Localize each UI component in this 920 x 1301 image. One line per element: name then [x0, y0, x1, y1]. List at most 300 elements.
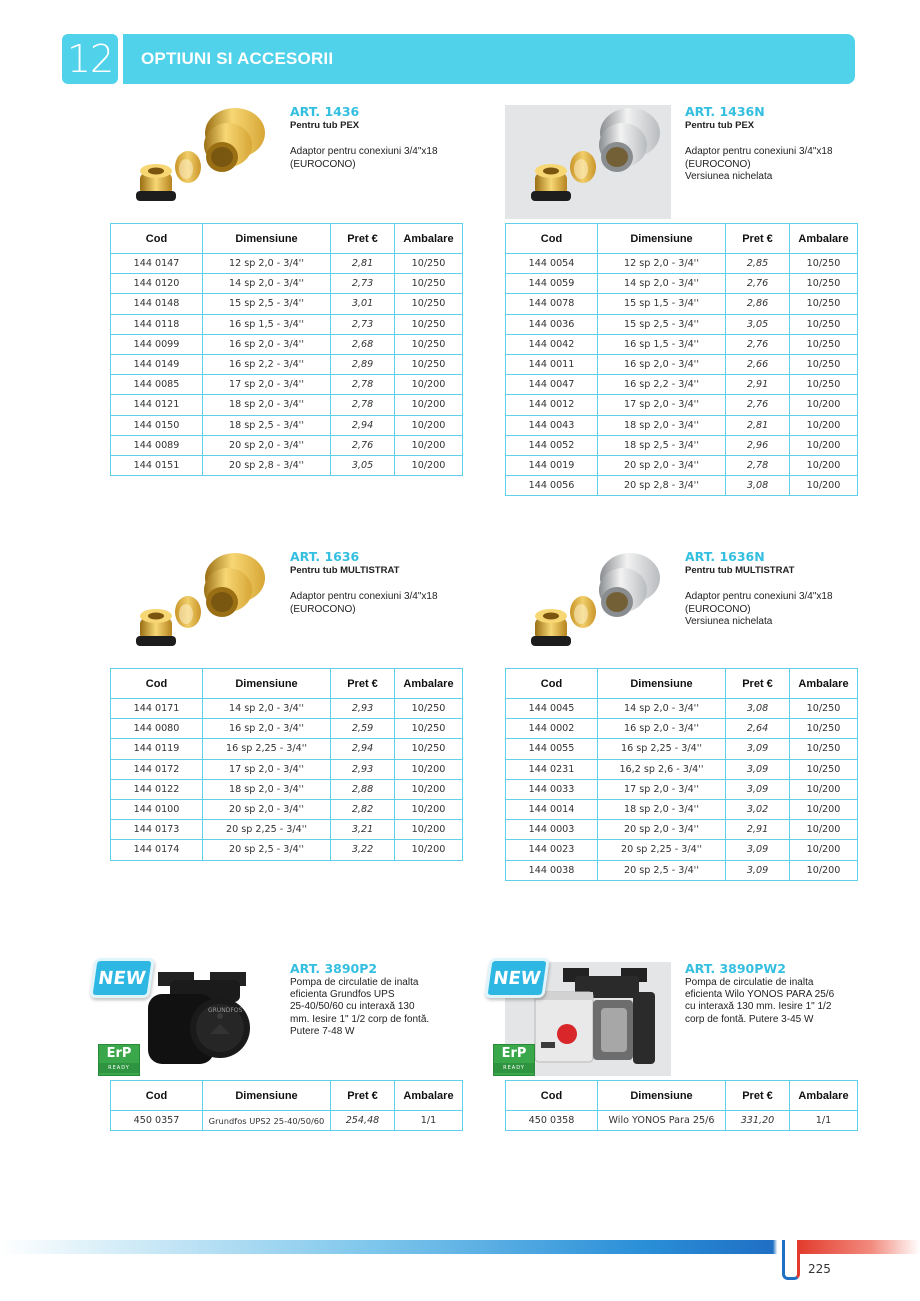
table-row: [506, 860, 858, 880]
table-cell: 10/250: [395, 354, 463, 374]
a1436n-info: [685, 105, 865, 184]
erp-ready-label: READY: [99, 1063, 139, 1073]
table-row: [506, 1111, 858, 1131]
table-cell: 2,76: [726, 395, 790, 415]
table-cell: 2,82: [331, 799, 395, 819]
table-cell: 144 0172: [111, 759, 203, 779]
table-cell: 144 0120: [111, 274, 203, 294]
table-row: [506, 375, 858, 395]
description-line: (EUROCONO): [290, 603, 356, 615]
table-cell: 144 0052: [506, 435, 598, 455]
description-line: 25-40/50/60 cu interaxă 130: [290, 1001, 415, 1013]
a1636n-product-image: [505, 550, 671, 664]
a1636-price-table: [110, 668, 463, 861]
table-cell: 10/250: [790, 719, 858, 739]
table-cell: 2,88: [331, 779, 395, 799]
table-cell: 2,93: [331, 759, 395, 779]
table-cell: 10/250: [790, 294, 858, 314]
table-cell: 1/1: [790, 1111, 858, 1131]
article-description: [290, 977, 470, 1038]
column-header: Cod: [506, 1081, 598, 1111]
table-header-row: [111, 1081, 463, 1111]
table-cell: 18 sp 2,0 - 3/4'': [203, 395, 331, 415]
a1436-info: [290, 105, 470, 171]
table-cell: 144 0151: [111, 455, 203, 475]
description-line: Pompa de circulatie de inalta: [685, 977, 814, 988]
table-cell: 144 0036: [506, 314, 598, 334]
a1636n-info: [685, 550, 865, 629]
table-row: [506, 699, 858, 719]
table-cell: 10/250: [790, 759, 858, 779]
description-line: mm. Iesire 1" 1/2 corp de fontă.: [290, 1013, 430, 1025]
description-line: eficienta Grundfos UPS: [290, 989, 395, 1001]
article-number: ART. 3890P2: [290, 961, 378, 976]
table-cell: 144 0148: [111, 294, 203, 314]
column-header: Dimensiune: [598, 669, 726, 699]
table-cell: 144 0055: [506, 739, 598, 759]
table-cell: 20 sp 2,8 - 3/4'': [598, 476, 726, 496]
column-header: Ambalare: [790, 1081, 858, 1111]
table-header-row: [506, 1081, 858, 1111]
table-cell: 10/250: [395, 334, 463, 354]
a1636-product-image: [110, 550, 276, 664]
table-cell: 15 sp 1,5 - 3/4'': [598, 294, 726, 314]
table-cell: 144 0149: [111, 354, 203, 374]
table-cell: 10/250: [790, 375, 858, 395]
erp-label: ErP: [106, 1046, 132, 1061]
column-header: Cod: [506, 669, 598, 699]
table-cell: 144 0045: [506, 699, 598, 719]
table-cell: 20 sp 2,0 - 3/4'': [203, 435, 331, 455]
table-cell: 144 0122: [111, 779, 203, 799]
table-cell: 254,48: [331, 1111, 395, 1131]
table-cell: Grundfos UPS2 25-40/50/60: [203, 1111, 331, 1131]
table-cell: 10/200: [395, 779, 463, 799]
table-row: [506, 739, 858, 759]
article-number: ART. 3890PW2: [685, 961, 786, 976]
table-cell: 144 0147: [111, 254, 203, 274]
table-cell: 2,76: [726, 334, 790, 354]
table-row: [111, 455, 463, 475]
table-cell: 10/250: [395, 314, 463, 334]
table-cell: 3,08: [726, 699, 790, 719]
page-title: OPTIUNI SI ACCESORII: [141, 49, 334, 68]
table-cell: 2,76: [726, 274, 790, 294]
table-row: [111, 294, 463, 314]
table-cell: 144 0033: [506, 779, 598, 799]
table-cell: 10/250: [395, 294, 463, 314]
table-row: [111, 739, 463, 759]
table-cell: 3,09: [726, 840, 790, 860]
table-cell: 10/200: [790, 779, 858, 799]
table-cell: 10/200: [790, 860, 858, 880]
article-subtitle: Pentru tub PEX: [685, 120, 755, 131]
article-number: ART. 1436: [290, 104, 360, 119]
table-cell: 10/200: [395, 759, 463, 779]
table-cell: 16 sp 1,5 - 3/4'': [203, 314, 331, 334]
table-cell: 144 0119: [111, 739, 203, 759]
table-cell: 3,09: [726, 759, 790, 779]
a1636n-price-table: [505, 668, 858, 881]
table-cell: 16 sp 2,0 - 3/4'': [598, 719, 726, 739]
table-cell: 144 0038: [506, 860, 598, 880]
table-cell: 2,73: [331, 274, 395, 294]
table-cell: 2,81: [331, 254, 395, 274]
article-subtitle: Pentru tub MULTISTRAT: [685, 565, 795, 576]
table-cell: 10/200: [395, 435, 463, 455]
article-description: [685, 146, 865, 184]
table-cell: 2,73: [331, 314, 395, 334]
table-cell: 450 0357: [111, 1111, 203, 1131]
table-cell: 144 0011: [506, 354, 598, 374]
description-line: Versiunea nichelata: [685, 616, 773, 627]
table-cell: 144 0118: [111, 314, 203, 334]
table-cell: 10/200: [395, 415, 463, 435]
table-row: [111, 254, 463, 274]
table-row: [506, 254, 858, 274]
description-line: Adaptor pentru conexiuni 3/4"x18: [290, 146, 438, 157]
column-header: Dimensiune: [203, 669, 331, 699]
column-header: Cod: [111, 669, 203, 699]
a1636-info: [290, 550, 470, 616]
table-row: [506, 719, 858, 739]
table-row: [111, 759, 463, 779]
table-cell: 331,20: [726, 1111, 790, 1131]
table-cell: 20 sp 2,25 - 3/4'': [598, 840, 726, 860]
description-line: corp de fontă. Putere 3-45 W: [685, 1013, 814, 1025]
table-cell: 10/200: [395, 375, 463, 395]
table-cell: 18 sp 2,0 - 3/4'': [598, 799, 726, 819]
table-cell: 2,66: [726, 354, 790, 374]
table-row: [111, 314, 463, 334]
table-cell: 3,09: [726, 739, 790, 759]
table-row: [506, 274, 858, 294]
table-cell: 10/200: [790, 455, 858, 475]
table-header-row: [111, 224, 463, 254]
table-cell: 10/200: [790, 395, 858, 415]
table-row: [506, 476, 858, 496]
table-cell: 3,09: [726, 860, 790, 880]
table-cell: 12 sp 2,0 - 3/4'': [598, 254, 726, 274]
table-cell: 10/200: [790, 799, 858, 819]
column-header: Ambalare: [790, 669, 858, 699]
description-line: (EUROCONO): [685, 158, 751, 170]
table-row: [506, 455, 858, 475]
table-row: [506, 334, 858, 354]
table-cell: 10/200: [790, 820, 858, 840]
article-description: [290, 591, 470, 616]
table-row: [111, 354, 463, 374]
description-line: Adaptor pentru conexiuni 3/4"x18: [685, 591, 833, 602]
table-cell: 12 sp 2,0 - 3/4'': [203, 254, 331, 274]
column-header: Ambalare: [395, 224, 463, 254]
table-cell: 18 sp 2,5 - 3/4'': [598, 435, 726, 455]
table-cell: 10/250: [790, 354, 858, 374]
column-header: Pret €: [331, 224, 395, 254]
table-cell: 10/250: [395, 739, 463, 759]
table-cell: 3,05: [726, 314, 790, 334]
table-cell: 2,91: [726, 820, 790, 840]
table-cell: 2,89: [331, 354, 395, 374]
table-cell: 2,59: [331, 719, 395, 739]
table-cell: 2,78: [331, 375, 395, 395]
table-cell: 10/250: [790, 314, 858, 334]
table-cell: 144 0042: [506, 334, 598, 354]
description-line: Pompa de circulatie de inalta: [290, 977, 419, 988]
column-header: Dimensiune: [598, 1081, 726, 1111]
table-cell: 20 sp 2,0 - 3/4'': [598, 820, 726, 840]
description-line: cu interaxă 130 mm. Iesire 1" 1/2: [685, 1001, 832, 1013]
table-cell: 17 sp 2,0 - 3/4'': [203, 375, 331, 395]
table-cell: 3,05: [331, 455, 395, 475]
table-cell: 10/250: [790, 739, 858, 759]
chapter-number: 12: [62, 34, 118, 84]
footer-pipe-graphic: [782, 1240, 800, 1280]
table-cell: Wilo YONOS Para 25/6: [598, 1111, 726, 1131]
table-cell: 3,22: [331, 840, 395, 860]
article-number: ART. 1436N: [685, 104, 765, 119]
table-row: [111, 395, 463, 415]
table-cell: 144 0012: [506, 395, 598, 415]
table-cell: 144 0059: [506, 274, 598, 294]
table-cell: 10/200: [790, 435, 858, 455]
a1436n-product-image: [505, 105, 671, 219]
column-header: Pret €: [331, 1081, 395, 1111]
table-cell: 2,81: [726, 415, 790, 435]
table-row: [111, 820, 463, 840]
table-cell: 16 sp 2,0 - 3/4'': [203, 719, 331, 739]
table-cell: 2,96: [726, 435, 790, 455]
new-badge: NEW: [89, 958, 155, 998]
table-cell: 144 0043: [506, 415, 598, 435]
table-cell: 20 sp 2,0 - 3/4'': [203, 799, 331, 819]
table-cell: 17 sp 2,0 - 3/4'': [598, 779, 726, 799]
table-cell: 16 sp 2,2 - 3/4'': [203, 354, 331, 374]
table-header-row: [506, 669, 858, 699]
table-cell: 10/200: [790, 476, 858, 496]
table-cell: 3,09: [726, 779, 790, 799]
a3890pw2-price-table: [505, 1080, 858, 1131]
table-cell: 16 sp 2,0 - 3/4'': [598, 354, 726, 374]
table-cell: 2,85: [726, 254, 790, 274]
table-cell: 3,01: [331, 294, 395, 314]
table-row: [506, 840, 858, 860]
header-bar: [123, 34, 855, 84]
footer-bar-red: [798, 1240, 920, 1254]
table-cell: 18 sp 2,0 - 3/4'': [203, 779, 331, 799]
table-row: [111, 699, 463, 719]
table-cell: 10/200: [395, 820, 463, 840]
table-cell: 10/200: [395, 799, 463, 819]
table-cell: 144 0023: [506, 840, 598, 860]
erp-ready-badge: [98, 1044, 140, 1076]
table-cell: 10/200: [395, 455, 463, 475]
table-cell: 2,78: [331, 395, 395, 415]
table-cell: 15 sp 2,5 - 3/4'': [598, 314, 726, 334]
column-header: Ambalare: [790, 224, 858, 254]
column-header: Dimensiune: [203, 224, 331, 254]
table-row: [111, 840, 463, 860]
table-cell: 2,78: [726, 455, 790, 475]
svg-text:GRUNDFOS: GRUNDFOS: [208, 1007, 243, 1014]
table-cell: 10/250: [790, 254, 858, 274]
table-cell: 10/250: [395, 274, 463, 294]
table-row: [506, 759, 858, 779]
table-cell: 144 0080: [111, 719, 203, 739]
table-row: [506, 354, 858, 374]
table-cell: 2,93: [331, 699, 395, 719]
table-cell: 16 sp 2,25 - 3/4'': [598, 739, 726, 759]
column-header: Dimensiune: [598, 224, 726, 254]
column-header: Dimensiune: [203, 1081, 331, 1111]
table-row: [111, 334, 463, 354]
table-cell: 144 0014: [506, 799, 598, 819]
table-cell: 16 sp 2,0 - 3/4'': [203, 334, 331, 354]
table-cell: 10/250: [790, 334, 858, 354]
table-cell: 10/200: [395, 840, 463, 860]
table-row: [111, 1111, 463, 1131]
table-cell: 10/200: [790, 840, 858, 860]
table-cell: 16,2 sp 2,6 - 3/4'': [598, 759, 726, 779]
table-cell: 144 0089: [111, 435, 203, 455]
table-cell: 10/250: [395, 719, 463, 739]
table-cell: 144 0173: [111, 820, 203, 840]
table-row: [506, 294, 858, 314]
description-line: Adaptor pentru conexiuni 3/4"x18: [290, 591, 438, 602]
table-cell: 18 sp 2,5 - 3/4'': [203, 415, 331, 435]
table-cell: 144 0121: [111, 395, 203, 415]
table-cell: 2,76: [331, 435, 395, 455]
column-header: Pret €: [331, 669, 395, 699]
table-cell: 144 0174: [111, 840, 203, 860]
table-cell: 14 sp 2,0 - 3/4'': [598, 699, 726, 719]
table-cell: 10/200: [395, 395, 463, 415]
article-number: ART. 1636N: [685, 549, 765, 564]
erp-ready-badge: [493, 1044, 535, 1076]
a1436-product-image: [110, 105, 276, 219]
description-line: Versiunea nichelata: [685, 171, 773, 182]
table-row: [506, 395, 858, 415]
table-cell: 144 0231: [506, 759, 598, 779]
description-line: eficienta Wilo YONOS PARA 25/6: [685, 989, 835, 1001]
table-row: [111, 415, 463, 435]
a3890p2-price-table: [110, 1080, 463, 1131]
column-header: Cod: [506, 224, 598, 254]
a3890pw2-info: [685, 962, 865, 1026]
table-header-row: [506, 224, 858, 254]
table-cell: 16 sp 2,2 - 3/4'': [598, 375, 726, 395]
table-cell: 20 sp 2,8 - 3/4'': [203, 455, 331, 475]
table-cell: 20 sp 2,5 - 3/4'': [203, 840, 331, 860]
table-row: [111, 719, 463, 739]
article-description: [685, 977, 865, 1026]
table-cell: 1/1: [395, 1111, 463, 1131]
table-row: [111, 435, 463, 455]
column-header: Pret €: [726, 669, 790, 699]
column-header: Cod: [111, 224, 203, 254]
table-cell: 450 0358: [506, 1111, 598, 1131]
table-cell: 144 0054: [506, 254, 598, 274]
column-header: Ambalare: [395, 1081, 463, 1111]
table-cell: 14 sp 2,0 - 3/4'': [203, 699, 331, 719]
table-cell: 144 0056: [506, 476, 598, 496]
table-cell: 20 sp 2,0 - 3/4'': [598, 455, 726, 475]
table-row: [506, 799, 858, 819]
article-number: ART. 1636: [290, 549, 360, 564]
erp-label: ErP: [501, 1046, 527, 1061]
table-cell: 3,08: [726, 476, 790, 496]
table-cell: 3,02: [726, 799, 790, 819]
erp-ready-label: READY: [494, 1063, 534, 1073]
a1436n-price-table: [505, 223, 858, 496]
table-cell: 14 sp 2,0 - 3/4'': [598, 274, 726, 294]
table-cell: 20 sp 2,25 - 3/4'': [203, 820, 331, 840]
table-cell: 2,91: [726, 375, 790, 395]
article-subtitle: Pentru tub PEX: [290, 120, 360, 131]
table-cell: 10/250: [790, 699, 858, 719]
table-header-row: [111, 669, 463, 699]
table-cell: 2,68: [331, 334, 395, 354]
table-cell: 2,64: [726, 719, 790, 739]
description-line: (EUROCONO): [290, 158, 356, 170]
table-row: [506, 314, 858, 334]
article-description: [685, 591, 865, 629]
table-cell: 3,21: [331, 820, 395, 840]
table-row: [506, 820, 858, 840]
table-cell: 144 0047: [506, 375, 598, 395]
table-row: [111, 779, 463, 799]
table-cell: 16 sp 2,25 - 3/4'': [203, 739, 331, 759]
description-line: (EUROCONO): [685, 603, 751, 615]
table-cell: 2,94: [331, 415, 395, 435]
a3890p2-info: [290, 962, 470, 1038]
table-cell: 144 0150: [111, 415, 203, 435]
table-cell: 144 0078: [506, 294, 598, 314]
table-row: [111, 375, 463, 395]
table-row: [111, 274, 463, 294]
table-cell: 144 0099: [111, 334, 203, 354]
table-cell: 144 0171: [111, 699, 203, 719]
table-cell: 144 0085: [111, 375, 203, 395]
table-cell: 10/250: [395, 699, 463, 719]
a1436-price-table: [110, 223, 463, 476]
column-header: Cod: [111, 1081, 203, 1111]
table-cell: 18 sp 2,0 - 3/4'': [598, 415, 726, 435]
table-row: [111, 799, 463, 819]
column-header: Pret €: [726, 1081, 790, 1111]
table-cell: 10/250: [395, 254, 463, 274]
table-cell: 144 0100: [111, 799, 203, 819]
table-cell: 15 sp 2,5 - 3/4'': [203, 294, 331, 314]
article-description: [290, 146, 470, 171]
table-cell: 144 0019: [506, 455, 598, 475]
table-cell: 17 sp 2,0 - 3/4'': [203, 759, 331, 779]
new-badge: NEW: [484, 958, 550, 998]
table-row: [506, 415, 858, 435]
table-cell: 14 sp 2,0 - 3/4'': [203, 274, 331, 294]
page-number: 225: [808, 1262, 831, 1276]
table-cell: 10/200: [790, 415, 858, 435]
article-subtitle: Pentru tub MULTISTRAT: [290, 565, 400, 576]
column-header: Pret €: [726, 224, 790, 254]
table-cell: 144 0003: [506, 820, 598, 840]
table-cell: 10/250: [790, 274, 858, 294]
table-cell: 20 sp 2,5 - 3/4'': [598, 860, 726, 880]
table-row: [506, 779, 858, 799]
table-cell: 17 sp 2,0 - 3/4'': [598, 395, 726, 415]
table-cell: 2,86: [726, 294, 790, 314]
description-line: Putere 7-48 W: [290, 1025, 355, 1037]
